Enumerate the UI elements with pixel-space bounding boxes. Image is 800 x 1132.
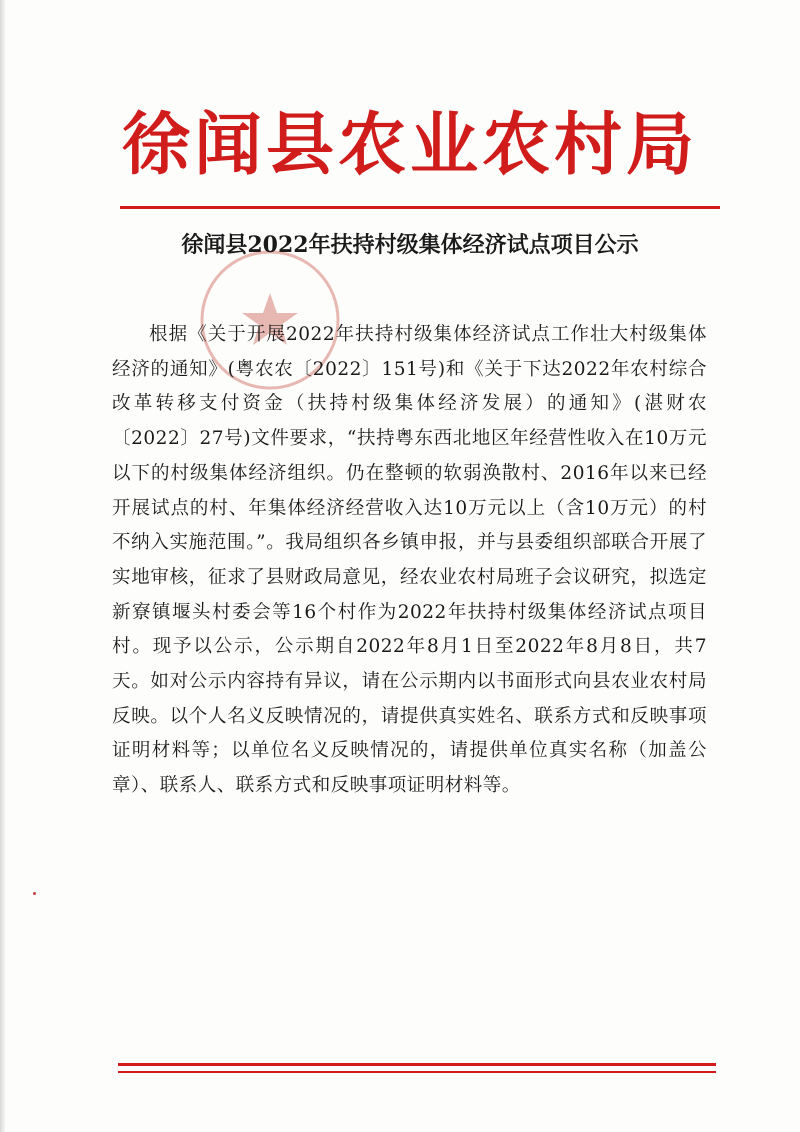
scan-edge-shadow bbox=[0, 0, 6, 1132]
masthead-red-rule bbox=[120, 206, 720, 209]
footer-red-rule bbox=[118, 1063, 716, 1066]
footer-red-rule-thin bbox=[118, 1071, 716, 1073]
agency-masthead: 徐闻县农业农村局 bbox=[121, 105, 698, 185]
document-body: 根据《关于开展2022年扶持村级集体经济试点工作壮大村级集体经济的通知》(粤农农〔2022〕151号)和《关于下达2022年农村综合改革转移支付资金（扶持村级集体经济发展）的通知》(湛财农〔2022〕27号)文件要求，“扶持粤东西北地区年经营性收入在10万元以下的村级集体经济组织。仍在整顿的软弱涣散村、2016年以来已经开展试点的村、年集体经济经营收入达10万元以上（含10万元）的村不纳入实施范围。”。我局组织各乡镇申报，并与县委组织部联合开展了实地审核，征求了县财政局意见，经农业农村局班子会议研究，拟选定新寮镇堰头村委会等16个村作为2022年扶持村级集体经济试点项目村。现予以公示，公示期自2022年8月1日至2022年8月8日，共7天。如对公示内容持有异议，请在公示期内以书面形式向县农业农村局反映。以个人名义反映情况的，请提供真实姓名、联系方式和反映事项证明材料等；以单位名义反映情况的，请提供单位真实名称（加盖公章）、联系人、联系方式和反映事项证明材料等。 bbox=[112, 324, 707, 797]
scan-speck bbox=[33, 892, 36, 895]
document-title: 徐闻县2022年扶持村级集体经济试点项目公示 bbox=[181, 232, 639, 258]
